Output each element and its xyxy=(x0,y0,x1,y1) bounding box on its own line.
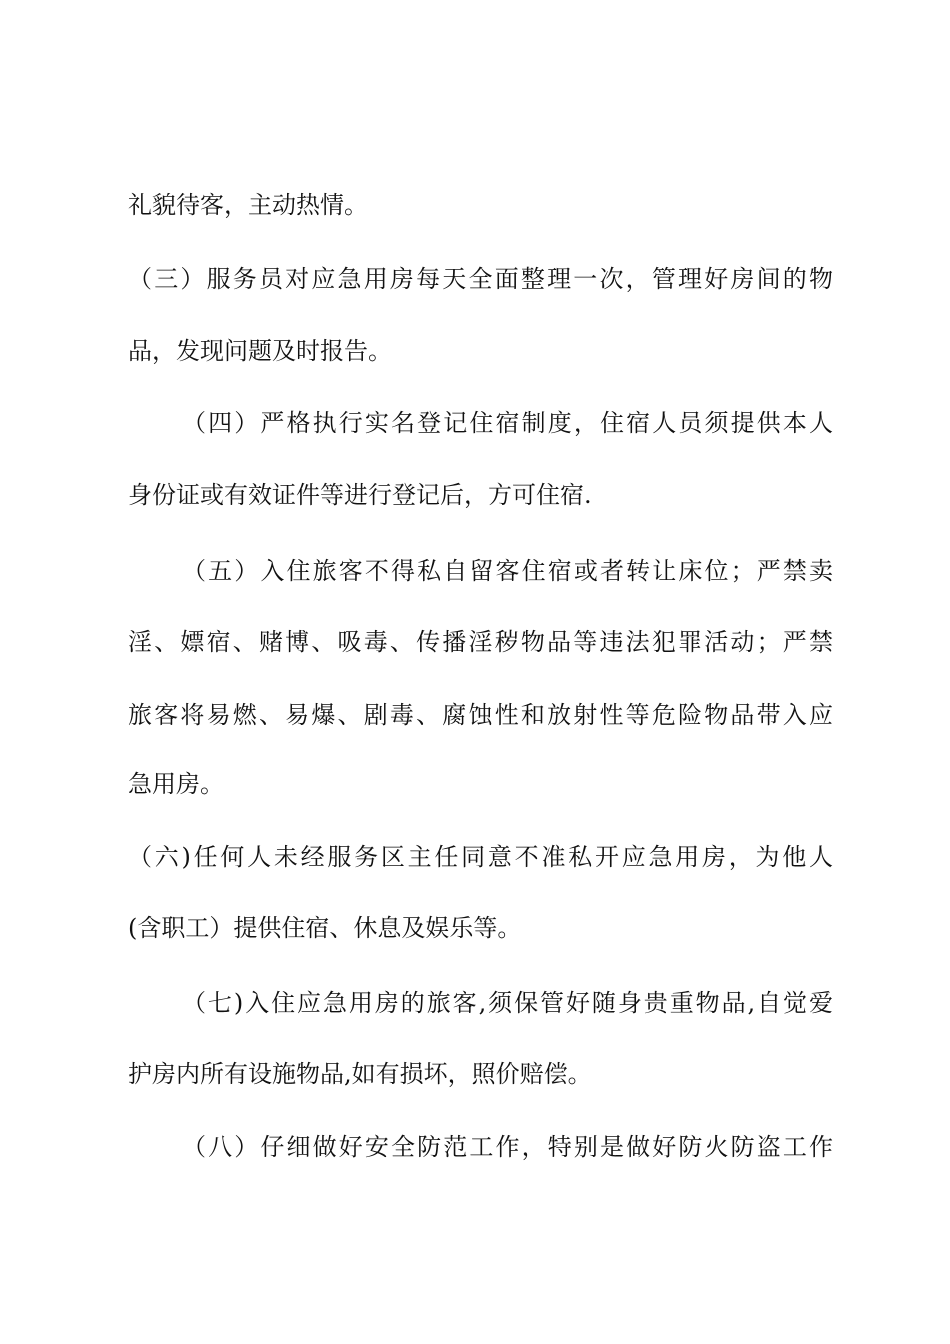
text-line-8: 旅客将易燃、易爆、剧毒、腐蚀性和放射性等危险物品带入应 xyxy=(128,701,833,729)
text-line-13: 护房内所有设施物品,如有损坏，照价赔偿。 xyxy=(128,1060,592,1088)
text-line-1: 礼貌待客，主动热情。 xyxy=(128,191,368,219)
text-line-12: （七)入住应急用房的旅客,须保管好随身贵重物品,自觉爱 xyxy=(182,989,833,1017)
text-line-14: （八）仔细做好安全防范工作，特别是做好防火防盗工作 xyxy=(182,1133,833,1161)
text-line-7: 淫、嫖宿、赌博、吸毒、传播淫秽物品等违法犯罪活动；严禁 xyxy=(128,628,833,656)
text-line-3: 品，发现问题及时报告。 xyxy=(128,337,392,365)
text-line-11: (含职工）提供住宿、休息及娱乐等。 xyxy=(128,914,522,942)
text-line-10: （六)任何人未经服务区主任同意不准私开应急用房，为他人 xyxy=(128,843,833,871)
text-line-2: （三）服务员对应急用房每天全面整理一次，管理好房间的物 xyxy=(128,265,833,293)
text-line-4: （四）严格执行实名登记住宿制度，住宿人员须提供本人 xyxy=(182,409,833,437)
text-line-9: 急用房。 xyxy=(128,770,224,798)
text-line-5: 身份证或有效证件等进行登记后，方可住宿. xyxy=(128,481,592,509)
text-line-6: （五）入住旅客不得私自留客住宿或者转让床位；严禁卖 xyxy=(182,557,833,585)
